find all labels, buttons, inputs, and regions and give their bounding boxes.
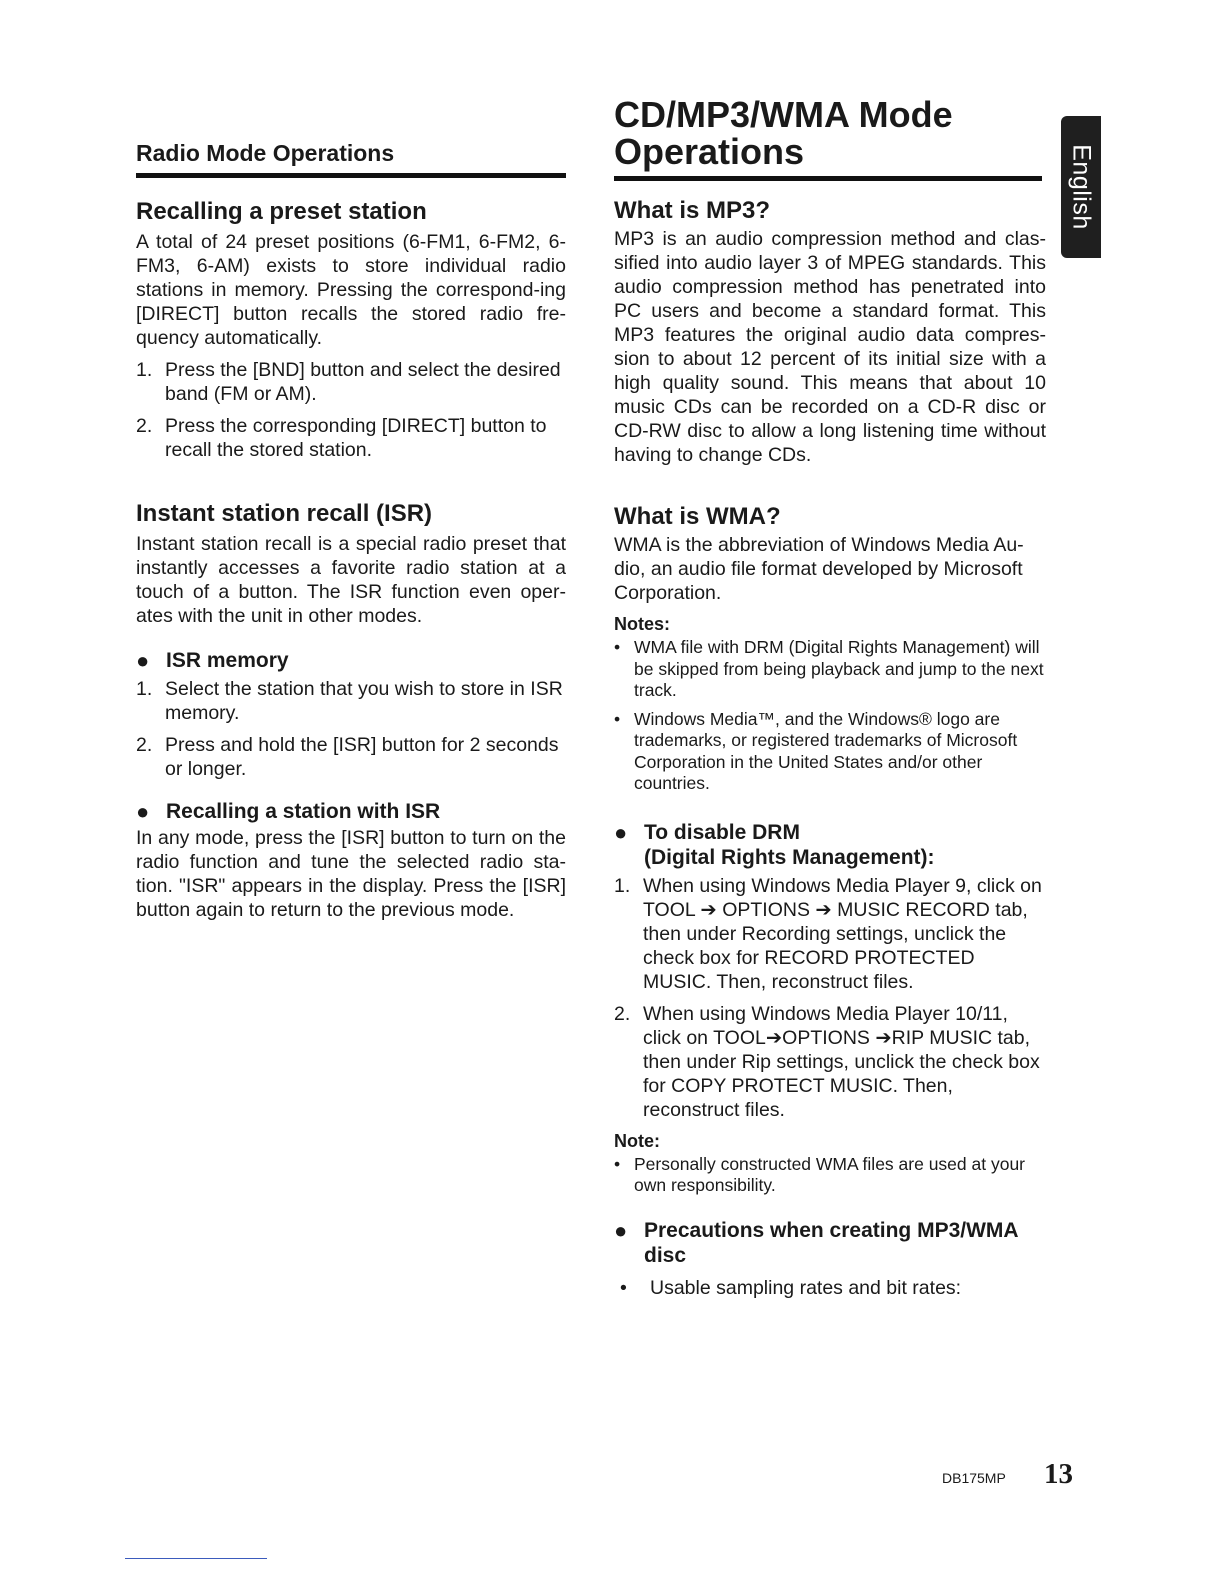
list-item: 1. Press the [BND] button and select the desired band (FM or AM). bbox=[136, 359, 561, 405]
bullet-icon: ● bbox=[614, 1217, 628, 1243]
page-number: 13 bbox=[1044, 1458, 1073, 1490]
drm-steps bbox=[614, 874, 1046, 1122]
drm-note bbox=[614, 1154, 1046, 1197]
isr-memory-heading: ● ISR memory bbox=[136, 648, 289, 673]
list-item: 1. When using Windows Media Player 9, click on TOOL ➔ OPTIONS ➔ MUSIC RECORD tab, then under Recording settings, unclick the check box for RECORD PROTECTED MUSIC. Then, reconstruct files. bbox=[614, 874, 1042, 993]
page-title: CD/MP3/WMA Mode Operations bbox=[614, 96, 1042, 181]
precautions-heading: ● Precautions when creating MP3/WMA disc bbox=[614, 1217, 1018, 1267]
preset-steps bbox=[136, 358, 566, 462]
list-item: 2. When using Windows Media Player 10/11, click on TOOL➔OPTIONS ➔RIP MUSIC tab, then under Rip settings, unclick the check box for COPY PROTECT MUSIC. Then, reconstruct files. bbox=[614, 1002, 1040, 1121]
model-number: DB175MP bbox=[942, 1470, 1006, 1486]
isr-heading: Instant station recall (ISR) bbox=[136, 500, 433, 527]
wma-notes bbox=[614, 637, 1046, 795]
list-item: • WMA file with DRM (Digital Rights Management) will be skipped from being playback and jump to the next track. bbox=[614, 637, 1044, 700]
divider bbox=[125, 1558, 267, 1559]
list-item: 1. Select the station that you wish to store in ISR memory. bbox=[136, 678, 563, 724]
wma-text: WMA is the abbreviation of Windows Media Au-dio, an audio file format developed by Microsoft Corporation. bbox=[614, 534, 1024, 604]
bullet-icon: ● bbox=[136, 799, 150, 824]
bullet-icon: ● bbox=[136, 648, 150, 673]
drm-heading: ● To disable DRM (Digital Rights Management): bbox=[614, 819, 935, 869]
list-item: 2. Press and hold the [ISR] button for 2 seconds or longer. bbox=[136, 734, 559, 780]
list-item: • Usable sampling rates and bit rates: bbox=[614, 1276, 1046, 1300]
preset-heading: Recalling a preset station bbox=[136, 198, 427, 225]
mp3-heading: What is MP3? bbox=[614, 197, 771, 224]
list-item: • Windows Media™, and the Windows® logo are trademarks, or registered trademarks of Microsoft Corporation in the United States and/or other countries. bbox=[614, 708, 1018, 793]
notes-label: Notes: bbox=[614, 614, 671, 634]
left-column bbox=[136, 140, 566, 922]
language-tab bbox=[1061, 116, 1101, 258]
bullet-icon: • bbox=[614, 1153, 621, 1174]
section-title: Radio Mode Operations bbox=[136, 140, 566, 178]
mp3-text: MP3 is an audio compression method and clas-sified into audio layer 3 of MPEG standards. This audio compression method has penetrated into PC users and become a standard format. This MP3 features the original audio data compres-sion to about 12 percent of its initial size with a high quality sound. This means that about 10 music CDs can be recorded on a CD-R disc or CD-RW disc to allow a long listening time without having to change CDs. bbox=[614, 228, 1046, 466]
language-tab-label: English bbox=[1067, 144, 1096, 230]
precautions-list bbox=[614, 1276, 1046, 1300]
isr-intro: Instant station recall is a special radio preset that instantly accesses a favorite radio station at a touch of a button. The ISR function even oper-ates with the unit in other modes. bbox=[136, 533, 566, 627]
list-item: • Personally constructed WMA files are used at your own responsibility. bbox=[614, 1153, 1026, 1195]
bullet-icon: ● bbox=[614, 819, 628, 845]
isr-memory-steps bbox=[136, 677, 566, 781]
isr-recall-text: In any mode, press the [ISR] button to turn on the radio function and tune the selected radio sta-tion. "ISR" appears in the display. Press the [ISR] button again to return to the previous mode. bbox=[136, 827, 566, 921]
bullet-icon: • bbox=[614, 708, 621, 729]
isr-recall-heading: ● Recalling a station with ISR bbox=[136, 799, 441, 824]
right-column bbox=[614, 96, 1046, 1307]
preset-intro: A total of 24 preset positions (6-FM1, 6-FM2, 6-FM3, 6-AM) exists to store individual radio stations in memory. Pressing the correspond-ing [DIRECT] button recalls the stored radio fre-quency automatically. bbox=[136, 231, 566, 349]
list-item: 2. Press the corresponding [DIRECT] button to recall the stored station. bbox=[136, 415, 547, 461]
note-label: Note: bbox=[614, 1130, 660, 1151]
wma-heading: What is WMA? bbox=[614, 503, 781, 530]
bullet-icon: • bbox=[614, 637, 621, 657]
bullet-icon: • bbox=[620, 1276, 627, 1299]
